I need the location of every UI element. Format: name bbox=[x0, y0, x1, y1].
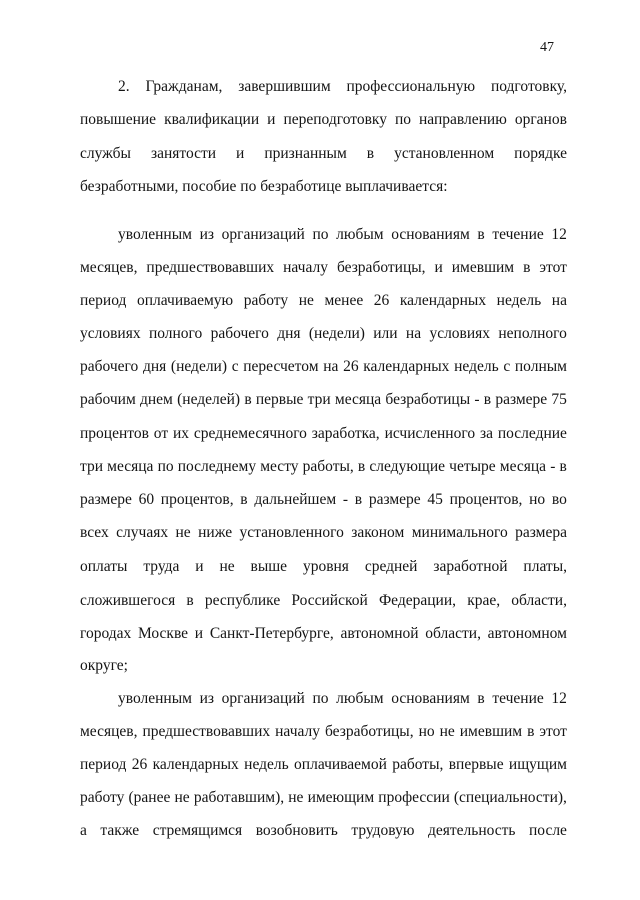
paragraph-1-line-2 bbox=[80, 111, 567, 129]
word: на bbox=[405, 325, 422, 342]
word: во bbox=[551, 491, 567, 508]
word: и bbox=[267, 111, 276, 128]
word: а bbox=[80, 822, 87, 839]
word: месяца bbox=[334, 391, 382, 408]
word: (недели) bbox=[308, 325, 365, 342]
word: также bbox=[100, 822, 140, 839]
word: но bbox=[529, 491, 546, 508]
word: всех bbox=[80, 524, 109, 541]
word: не bbox=[174, 789, 190, 806]
word: законом bbox=[351, 524, 405, 541]
paragraph-2-line-14: округе; bbox=[80, 657, 128, 674]
word: труда bbox=[143, 558, 180, 575]
word: началу bbox=[275, 723, 320, 740]
word: средней bbox=[364, 558, 418, 575]
paragraph-1-line-3 bbox=[80, 145, 567, 163]
word: 26 bbox=[131, 756, 148, 773]
word: календарных bbox=[152, 756, 239, 773]
paragraph-2-line-11 bbox=[80, 558, 567, 576]
paragraph-3-line-5 bbox=[80, 822, 567, 840]
word: не bbox=[219, 558, 235, 575]
word: днем bbox=[140, 391, 173, 408]
word: трудовую bbox=[351, 822, 415, 839]
word: Федерации, bbox=[378, 592, 457, 609]
word: - bbox=[474, 391, 480, 408]
word: Российской bbox=[291, 592, 368, 609]
word: неполного bbox=[498, 325, 567, 342]
word: 26 bbox=[343, 358, 359, 375]
word: исчисленного bbox=[384, 425, 476, 442]
word: в bbox=[354, 491, 363, 508]
word: направлению bbox=[419, 111, 507, 128]
word: период bbox=[80, 292, 127, 309]
word: (неделей) bbox=[177, 391, 241, 408]
word: в bbox=[244, 391, 252, 408]
paragraph-2-line-5 bbox=[80, 358, 567, 376]
word: менее bbox=[324, 292, 364, 309]
word: из bbox=[199, 690, 214, 707]
word: в bbox=[357, 458, 366, 475]
word: недель bbox=[496, 292, 542, 309]
word: в bbox=[366, 145, 375, 162]
word: четыре bbox=[449, 458, 496, 475]
word: стремящимся bbox=[152, 822, 243, 839]
word: переподготовку bbox=[283, 111, 387, 128]
paragraph-2-line-10 bbox=[80, 524, 567, 542]
word: городах bbox=[80, 625, 132, 642]
word: месту bbox=[260, 458, 299, 475]
word: по bbox=[394, 111, 412, 128]
word: организаций bbox=[221, 226, 305, 243]
word: дня bbox=[277, 325, 301, 342]
word: на bbox=[323, 358, 339, 375]
word: предшествовавших bbox=[146, 259, 275, 276]
word: размере bbox=[495, 391, 548, 408]
word: ниже bbox=[198, 524, 233, 541]
paragraph-2-line-13 bbox=[80, 625, 567, 643]
word: Санкт-Петербурге, bbox=[209, 625, 334, 642]
word: 60 bbox=[138, 491, 155, 508]
word: период bbox=[80, 756, 127, 773]
word: работу bbox=[243, 292, 289, 309]
word: порядке bbox=[514, 145, 567, 162]
word: следующие bbox=[369, 458, 446, 475]
word: в bbox=[240, 491, 248, 508]
word: безработицы bbox=[385, 391, 471, 408]
word: в bbox=[186, 592, 194, 609]
word: работу bbox=[80, 789, 125, 806]
word: с bbox=[503, 358, 511, 375]
word: 45 bbox=[427, 491, 443, 508]
word: ищущим bbox=[508, 756, 567, 773]
word: сложившегося bbox=[80, 592, 176, 609]
page-number: 47 bbox=[540, 40, 554, 55]
word: календарных bbox=[363, 358, 450, 375]
word: но bbox=[418, 723, 435, 740]
word: размере bbox=[80, 491, 132, 508]
word: и bbox=[236, 145, 245, 162]
word: работавшим), bbox=[193, 789, 285, 806]
word: течение bbox=[492, 690, 544, 707]
word: не bbox=[298, 292, 314, 309]
paragraph-3-line-3 bbox=[80, 756, 567, 774]
word: последние bbox=[497, 425, 567, 442]
word: области, bbox=[511, 592, 567, 609]
word: уровня bbox=[302, 558, 349, 575]
word: платы, bbox=[523, 558, 567, 575]
word: 2. bbox=[118, 78, 130, 95]
paragraph-2-line-7 bbox=[80, 425, 567, 443]
word: месяца bbox=[499, 458, 547, 475]
word: крае, bbox=[467, 592, 501, 609]
word: в bbox=[477, 690, 485, 707]
word: повышение bbox=[80, 111, 157, 128]
word: не bbox=[288, 789, 304, 806]
word: службы bbox=[80, 145, 131, 162]
word: заработка, bbox=[311, 425, 380, 442]
word: основаниям bbox=[391, 226, 470, 243]
word: началу bbox=[283, 259, 328, 276]
word: минимального bbox=[411, 524, 508, 541]
word: безработицы, bbox=[324, 723, 414, 740]
paragraph-1-line-4: безработными, пособие по безработице выплачивается: bbox=[80, 178, 448, 195]
word: в bbox=[527, 723, 535, 740]
word: имеющим bbox=[307, 789, 375, 806]
word: уволенным bbox=[118, 226, 192, 243]
word: после bbox=[529, 822, 567, 839]
word: по bbox=[312, 690, 329, 707]
word: работы, bbox=[302, 458, 354, 475]
word: впервые bbox=[448, 756, 504, 773]
word: работы, bbox=[392, 756, 444, 773]
paragraph-2-line-9 bbox=[80, 491, 567, 509]
paragraph-3-line-1 bbox=[118, 690, 567, 708]
word: по bbox=[312, 226, 329, 243]
word: признанным bbox=[264, 145, 347, 162]
word: 26 bbox=[373, 292, 390, 309]
word: (ранее bbox=[128, 789, 171, 806]
paragraph-2-line-4 bbox=[80, 325, 567, 343]
word: этот bbox=[539, 259, 567, 276]
word: автономной bbox=[340, 625, 419, 642]
word: недель bbox=[244, 756, 289, 773]
word: три bbox=[307, 391, 331, 408]
word: месяца bbox=[107, 458, 154, 475]
word: уволенным bbox=[118, 690, 192, 707]
word: - bbox=[550, 458, 556, 475]
word: автономном bbox=[487, 625, 567, 642]
word: занятости bbox=[150, 145, 217, 162]
word: течение bbox=[492, 226, 544, 243]
word: оплачиваемую bbox=[137, 292, 234, 309]
word: республике bbox=[204, 592, 281, 609]
word: организаций bbox=[221, 690, 305, 707]
word: последнему bbox=[177, 458, 257, 475]
paragraph-2-line-1 bbox=[118, 226, 567, 244]
paragraph-2-line-2 bbox=[80, 259, 567, 277]
word: этот bbox=[539, 723, 567, 740]
word: профессиональную bbox=[346, 78, 476, 95]
paragraph-2-line-3 bbox=[80, 292, 567, 310]
word: и bbox=[194, 625, 204, 642]
word: размера bbox=[515, 524, 567, 541]
word: рабочим bbox=[80, 391, 136, 408]
word: имевшим bbox=[459, 723, 523, 740]
word: деятельность bbox=[427, 822, 516, 839]
word: и bbox=[195, 558, 204, 575]
word: 12 bbox=[551, 690, 567, 707]
word: - bbox=[342, 491, 349, 508]
paragraph-1-line-1 bbox=[118, 78, 567, 96]
word: процентов bbox=[80, 425, 149, 442]
paragraph-2-line-6 bbox=[80, 391, 567, 409]
word: предшествовавших bbox=[142, 723, 271, 740]
word: или bbox=[373, 325, 398, 342]
word: процентов, bbox=[160, 491, 234, 508]
word: рабочего bbox=[210, 325, 269, 342]
word: оплачиваемой bbox=[294, 756, 387, 773]
paragraph-2-line-12 bbox=[80, 592, 567, 610]
word: Гражданам, bbox=[145, 78, 223, 95]
word: пересчетом bbox=[243, 358, 319, 375]
word: рабочего bbox=[80, 358, 139, 375]
word: области, bbox=[425, 625, 481, 642]
word: в bbox=[477, 226, 485, 243]
word: среднемесячного bbox=[193, 425, 307, 442]
word: заработной bbox=[433, 558, 508, 575]
word: (недели) bbox=[170, 358, 228, 375]
word: не bbox=[439, 723, 455, 740]
word: случаях bbox=[116, 524, 169, 541]
paragraph-2-line-8 bbox=[80, 458, 567, 476]
word: не bbox=[175, 524, 191, 541]
word: месяцев, bbox=[80, 259, 138, 276]
word: условиях bbox=[429, 325, 491, 342]
word: любым bbox=[336, 226, 384, 243]
word: дня bbox=[142, 358, 167, 375]
word: подготовку, bbox=[490, 78, 567, 95]
word: имевшим bbox=[451, 259, 515, 276]
word: возобновить bbox=[255, 822, 338, 839]
word: органов bbox=[514, 111, 567, 128]
word: основаниям bbox=[391, 690, 470, 707]
word: из bbox=[199, 226, 214, 243]
word: 75 bbox=[551, 391, 567, 408]
word: по bbox=[157, 458, 174, 475]
word: в bbox=[559, 458, 567, 475]
word: процентов, bbox=[449, 491, 523, 508]
word: выше bbox=[250, 558, 288, 575]
word: их bbox=[172, 425, 190, 442]
word: от bbox=[153, 425, 169, 442]
word: и bbox=[434, 259, 443, 276]
word: установленного bbox=[239, 524, 344, 541]
word: с bbox=[231, 358, 239, 375]
word: недель bbox=[454, 358, 499, 375]
word: любым bbox=[336, 690, 384, 707]
word: завершившим bbox=[238, 78, 331, 95]
word: (специальности), bbox=[453, 789, 567, 806]
word: полным bbox=[514, 358, 567, 375]
word: за bbox=[479, 425, 493, 442]
paragraph-3-line-2 bbox=[80, 723, 567, 741]
word: установленном bbox=[394, 145, 495, 162]
word: календарных bbox=[399, 292, 487, 309]
word: 12 bbox=[551, 226, 567, 243]
word: оплаты bbox=[80, 558, 128, 575]
word: размере bbox=[368, 491, 421, 508]
word: три bbox=[80, 458, 104, 475]
word: на bbox=[551, 292, 567, 309]
word: безработицы, bbox=[336, 259, 426, 276]
word: Москве bbox=[138, 625, 189, 642]
word: первые bbox=[255, 391, 304, 408]
word: в bbox=[523, 259, 531, 276]
word: в bbox=[483, 391, 492, 408]
word: месяцев, bbox=[80, 723, 138, 740]
word: квалификации bbox=[164, 111, 260, 128]
word: условиях bbox=[80, 325, 141, 342]
word: профессии bbox=[378, 789, 450, 806]
paragraph-3-line-4 bbox=[80, 789, 567, 807]
word: полного bbox=[148, 325, 203, 342]
word: дальнейшем bbox=[254, 491, 337, 508]
